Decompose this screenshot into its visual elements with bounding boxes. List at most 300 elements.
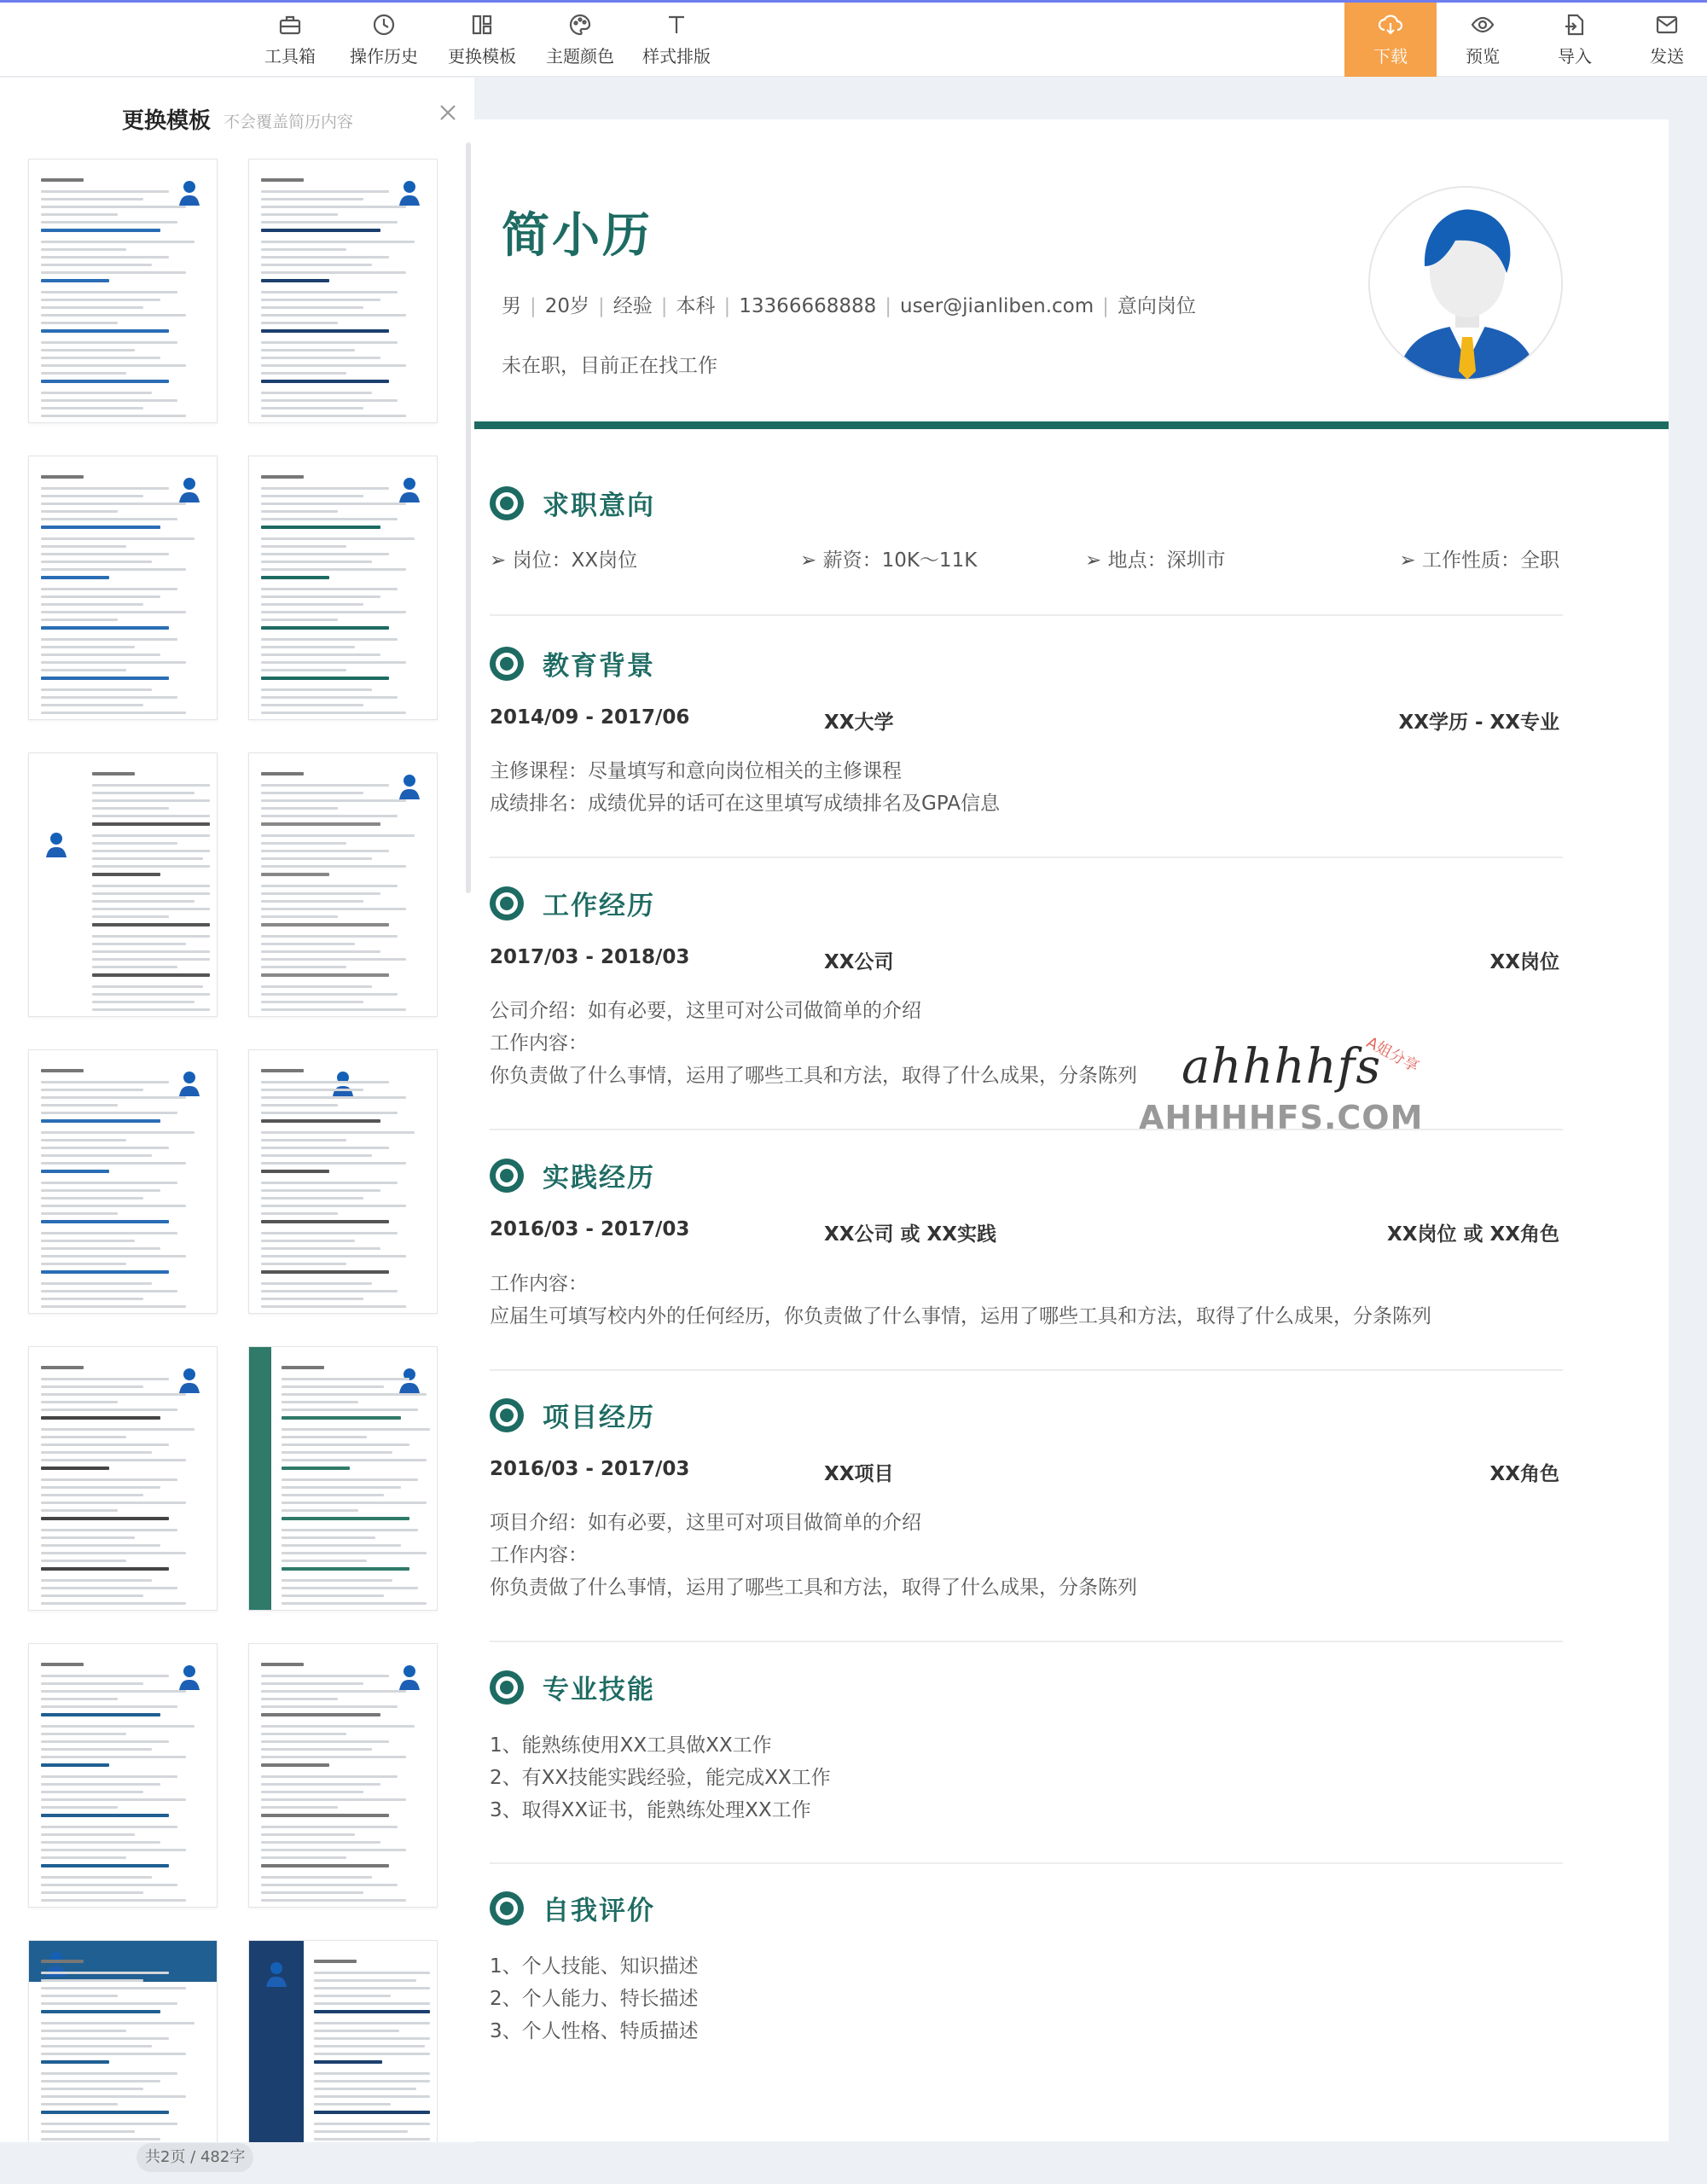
thumbnail-text-line <box>282 1544 401 1547</box>
self-line[interactable]: 2、个人能力、特长描述 <box>490 1988 699 2010</box>
skill-line[interactable]: 3、取得XX证书，能熟练处理XX工作 <box>490 1799 811 1821</box>
thumbnail-text-line <box>261 495 363 497</box>
import-icon <box>1562 12 1588 38</box>
thumbnail-text-line <box>41 677 169 680</box>
thumbnail-text-line <box>92 935 210 938</box>
thumbnail-text-line <box>282 1587 418 1589</box>
thumbnail-text-line <box>41 1876 152 1879</box>
practice-date[interactable]: 2016/03 - 2017/03 <box>490 1218 690 1240</box>
section-title-education[interactable]: 教育背景 <box>543 651 655 682</box>
info-item[interactable]: 男 <box>502 295 521 317</box>
skill-line[interactable]: 1、能熟练使用XX工具做XX工作 <box>490 1734 772 1757</box>
thumbnail-text-line <box>261 1806 338 1809</box>
thumbnail-text-line <box>282 1416 401 1420</box>
thumbnail-text-line <box>41 1979 143 1982</box>
thumbnail-text-line <box>261 1783 380 1786</box>
thumbnail-text-line <box>261 595 380 598</box>
thumbnail-text-line <box>261 1182 398 1184</box>
thumbnail-text-line <box>41 661 186 664</box>
intent-type[interactable]: ➢ 工作性质：全职 <box>1399 549 1559 572</box>
thumbnail-text-line <box>41 487 169 490</box>
thumbnail-text-line <box>314 2022 430 2024</box>
thumbnail-text-line <box>261 1282 372 1285</box>
thumbnail-text-line <box>41 1502 186 1504</box>
thumbnail-text-line <box>41 545 126 548</box>
thumbnail-text-line <box>261 1096 406 1099</box>
thumbnail-text-line <box>261 1290 398 1292</box>
thumbnail-text-line <box>92 993 210 996</box>
thumbnail-text-line <box>41 2037 169 2040</box>
avatar[interactable] <box>1368 186 1563 380</box>
thumbnail-text-line <box>41 553 169 555</box>
thumbnail-text-line <box>41 2072 177 2075</box>
thumbnail-text-line <box>282 1443 409 1446</box>
thumbnail-text-line <box>261 1270 389 1274</box>
thumbnail-text-line <box>261 415 406 417</box>
info-item[interactable]: 本科 <box>676 295 716 317</box>
thumbnail-avatar-icon <box>44 830 68 857</box>
thumbnail-text-line <box>41 537 195 540</box>
clock-icon <box>371 12 397 38</box>
section-bullet-icon <box>490 486 524 520</box>
project-line[interactable]: 你负责做了什么事情，运用了哪些工具和方法，取得了什么成果，分条陈列 <box>490 1577 1137 1599</box>
thumbnail-text-line <box>92 865 210 868</box>
thumbnail-text-line <box>41 364 186 367</box>
thumbnail-text-line <box>92 792 195 794</box>
thumbnail-text-line <box>41 1663 84 1666</box>
thumbnail-text-line <box>41 1282 152 1285</box>
thumbnail-text-line <box>41 213 118 216</box>
self-line[interactable]: 3、个人性格、特质描述 <box>490 2020 699 2042</box>
import-button[interactable]: 导入 <box>1542 3 1607 77</box>
info-separator: | <box>885 295 891 317</box>
thumbnail-text-line <box>92 958 210 961</box>
header-accent-line <box>474 421 1669 429</box>
thumbnail-text-line <box>41 1409 177 1411</box>
template-thumbnail[interactable] <box>28 1643 218 1908</box>
thumbnail-text-line <box>92 807 169 810</box>
thumbnail-avatar-icon <box>177 178 201 206</box>
thumbnail-text-line <box>41 1220 169 1223</box>
template-grid <box>28 159 438 2142</box>
panel-scrollbar[interactable] <box>466 142 471 893</box>
thumbnail-text-line <box>261 1119 380 1123</box>
education-degree[interactable]: XX学历 - XX专业 <box>1398 712 1559 734</box>
thumbnail-text-line <box>261 1891 363 1894</box>
style-layout-button[interactable]: 样式排版 <box>638 3 715 77</box>
template-thumbnail[interactable] <box>248 1940 438 2142</box>
thumbnail-text-line <box>41 1081 169 1083</box>
template-thumbnail[interactable] <box>248 752 438 1017</box>
template-thumbnail[interactable] <box>28 159 218 423</box>
project-date[interactable]: 2016/03 - 2017/03 <box>490 1458 690 1480</box>
thumbnail-text-line <box>314 2095 430 2098</box>
resume-status[interactable]: 未在职，目前正在找工作 <box>502 355 717 377</box>
thumbnail-text-line <box>261 653 380 656</box>
thumbnail-text-line <box>41 322 118 324</box>
thumbnail-text-line <box>261 322 338 324</box>
thumbnail-text-line <box>41 2060 109 2064</box>
thumbnail-text-line <box>41 475 84 479</box>
thumbnail-text-line <box>41 1139 126 1141</box>
thumbnail-text-line <box>261 661 406 664</box>
thumbnail-text-line <box>261 834 415 837</box>
thumbnail-text-line <box>41 1775 177 1778</box>
thumbnail-text-line <box>41 1428 195 1431</box>
thumbnail-text-line <box>314 2002 430 2005</box>
thumbnail-text-line <box>41 1069 84 1072</box>
practice-role[interactable]: XX岗位 或 XX角色 <box>1387 1223 1559 1246</box>
thumbnail-text-line <box>41 1783 160 1786</box>
work-line[interactable]: 工作内容： <box>490 1032 588 1054</box>
thumbnail-text-line <box>261 526 380 529</box>
thumbnail-text-line <box>41 518 177 520</box>
thumbnail-text-line <box>41 271 186 274</box>
thumbnail-text-line <box>261 392 372 394</box>
thumbnail-text-line <box>41 1884 177 1886</box>
thumbnail-text-line <box>261 822 380 826</box>
watermark-tag: A姐分享 <box>1363 1033 1422 1077</box>
thumbnail-text-line <box>314 2045 425 2048</box>
thumbnail-text-line <box>261 279 329 282</box>
thumbnail-text-line <box>41 1856 126 1859</box>
thumbnail-text-line <box>282 1509 358 1512</box>
thumbnail-text-line <box>41 2103 118 2106</box>
thumbnail-text-line <box>41 611 186 613</box>
section-title-skills[interactable]: 专业技能 <box>543 1675 655 1705</box>
thumbnail-text-line <box>282 1494 384 1496</box>
thumbnail-text-line <box>41 595 160 598</box>
thumbnail-text-line <box>314 2130 408 2133</box>
thumbnail-text-line <box>41 1162 186 1165</box>
work-line[interactable]: 公司介绍：如有必要，这里可对公司做简单的介绍 <box>490 1000 921 1022</box>
info-item[interactable]: user@jianliben.com <box>900 295 1094 317</box>
thumbnail-text-line <box>261 206 406 208</box>
thumbnail-text-line <box>261 1263 346 1265</box>
practice-line[interactable]: 工作内容： <box>490 1273 588 1295</box>
thumbnail-text-line <box>261 229 380 232</box>
thumbnail-text-line <box>261 603 363 606</box>
thumbnail-text-line <box>41 349 135 351</box>
thumbnail-avatar-icon <box>398 178 421 206</box>
thumbnail-text-line <box>261 1154 372 1157</box>
resume-name[interactable]: 简小历 <box>502 208 653 264</box>
thumbnail-text-line <box>314 2080 430 2082</box>
thumbnail-text-line <box>261 943 355 945</box>
thumbnail-text-line <box>41 1529 177 1531</box>
thumbnail-text-line <box>41 1536 135 1539</box>
thumbnail-text-line <box>41 1567 169 1571</box>
thumbnail-text-line <box>261 364 406 367</box>
thumbnail-text-line <box>41 256 169 258</box>
work-position[interactable]: XX岗位 <box>1489 951 1559 973</box>
resume-basic-info[interactable] <box>502 290 1196 318</box>
thumbnail-text-line <box>282 1602 427 1605</box>
thumbnail-text-line <box>41 1517 169 1520</box>
thumbnail-text-line <box>314 2053 430 2055</box>
thumbnail-text-line <box>261 1205 406 1207</box>
history-button[interactable]: 操作历史 <box>345 3 422 77</box>
thumbnail-text-line <box>261 712 406 714</box>
thumbnail-text-line <box>41 2010 160 2013</box>
intent-location[interactable]: ➢ 地点：深圳市 <box>1085 549 1226 572</box>
thumbnail-text-line <box>261 306 363 309</box>
section-title-project[interactable]: 项目经历 <box>543 1403 655 1433</box>
template-thumbnail[interactable] <box>28 752 218 1017</box>
template-thumbnail[interactable] <box>248 1346 438 1611</box>
toolbox-button[interactable]: 工具箱 <box>256 3 324 77</box>
thumbnail-text-line <box>261 576 329 579</box>
template-thumbnail[interactable] <box>248 159 438 423</box>
thumbnail-text-line <box>282 1478 418 1481</box>
thumbnail-text-line <box>314 2072 430 2075</box>
thumbnail-text-line <box>261 561 372 563</box>
thumbnail-text-line <box>92 822 210 826</box>
thumbnail-text-line <box>282 1502 427 1504</box>
thumbnail-text-line <box>41 341 177 344</box>
template-icon <box>469 12 495 38</box>
thumbnail-text-line <box>41 619 118 621</box>
self-line[interactable]: 1、个人技能、知识描述 <box>490 1955 699 1978</box>
thumbnail-text-line <box>41 372 126 375</box>
thumbnail-text-line <box>261 1899 406 1902</box>
thumbnail-text-line <box>41 1682 143 1685</box>
thumbnail-text-line <box>41 1298 143 1300</box>
send-button[interactable]: 发送 <box>1634 3 1699 77</box>
thumbnail-text-line <box>261 1298 363 1300</box>
avatar-illustration-icon <box>1370 188 1563 380</box>
resume-page[interactable] <box>474 119 1669 2141</box>
info-separator: | <box>660 295 668 317</box>
thumbnail-text-line <box>261 502 406 505</box>
thumbnail-text-line <box>261 908 406 910</box>
thumbnail-text-line <box>282 1594 384 1597</box>
thumbnail-text-line <box>41 1416 160 1420</box>
thumbnail-text-line <box>261 1162 406 1165</box>
education-date[interactable]: 2014/09 - 2017/06 <box>490 706 690 729</box>
info-item[interactable]: 20岁 <box>544 295 590 317</box>
skill-line[interactable]: 2、有XX技能实践经验，能完成XX工作 <box>490 1767 831 1789</box>
text-icon <box>664 12 689 38</box>
thumbnail-text-line <box>41 1290 177 1292</box>
thumbnail-avatar-icon <box>177 1663 201 1690</box>
thumbnail-text-line <box>261 1748 372 1751</box>
thumbnail-text-line <box>41 1899 186 1902</box>
thumbnail-text-line <box>261 299 380 301</box>
template-panel <box>0 78 474 2142</box>
thumbnail-text-line <box>282 1459 427 1461</box>
thumbnail-text-line <box>41 1112 177 1114</box>
thumbnail-avatar-icon <box>398 475 421 502</box>
work-company[interactable]: XX公司 <box>824 951 894 973</box>
thumbnail-text-line <box>282 1552 427 1554</box>
thumbnail-text-line <box>92 873 160 876</box>
thumbnail-text-line <box>92 908 210 910</box>
thumbnail-text-line <box>282 1451 392 1454</box>
info-item[interactable]: 意向岗位 <box>1117 295 1196 317</box>
thumbnail-text-line <box>261 985 372 988</box>
download-button[interactable]: 下载 <box>1344 3 1437 77</box>
thumbnail-text-line <box>41 2030 126 2032</box>
template-thumbnail[interactable] <box>248 1643 438 1908</box>
project-name[interactable]: XX项目 <box>824 1463 894 1485</box>
thumbnail-text-line <box>261 1884 398 1886</box>
thumbnail-text-line <box>41 1089 143 1091</box>
thumbnail-text-line <box>41 198 143 200</box>
thumbnail-text-line <box>261 1775 398 1778</box>
thumbnail-text-line <box>92 834 210 837</box>
info-separator: | <box>598 295 605 317</box>
thumbnail-text-line <box>261 475 304 479</box>
thumbnail-text-line <box>261 669 346 671</box>
section-title-work[interactable]: 工作经历 <box>543 891 655 921</box>
thumbnail-text-line <box>261 1212 338 1215</box>
thumbnail-text-line <box>261 973 389 977</box>
thumbnail-avatar-icon <box>177 1366 201 1393</box>
thumbnail-text-line <box>314 2088 416 2090</box>
thumbnail-text-line <box>41 248 126 251</box>
thumbnail-avatar-icon <box>398 772 421 799</box>
thumbnail-text-line <box>41 1705 177 1708</box>
thumbnail-text-line <box>41 1096 186 1099</box>
education-school[interactable]: XX大学 <box>824 712 894 734</box>
thumbnail-text-line <box>261 1197 363 1199</box>
change-template-button[interactable]: 更换模板 <box>444 3 520 77</box>
thumbnail-text-line <box>92 842 177 845</box>
thumbnail-text-line <box>261 568 406 571</box>
thumbnail-text-line <box>282 1393 427 1396</box>
thumbnail-text-line <box>41 1560 126 1562</box>
thumbnail-text-line <box>41 1587 177 1589</box>
thumbnail-text-line <box>261 1725 415 1728</box>
toolbox-icon <box>277 12 303 38</box>
thumbnail-text-line <box>41 1713 160 1716</box>
thumbnail-text-line <box>282 1409 418 1411</box>
thumbnail-text-line <box>282 1536 375 1539</box>
thumbnail-text-line <box>261 842 346 845</box>
thumbnail-text-line <box>41 2053 186 2055</box>
template-thumbnail[interactable] <box>28 456 218 720</box>
thumbnail-text-line <box>314 1960 357 1963</box>
thumbnail-text-line <box>41 526 160 529</box>
project-line[interactable]: 工作内容： <box>490 1544 588 1566</box>
intent-position[interactable]: ➢ 岗位：XX岗位 <box>490 549 638 572</box>
thumbnail-text-line <box>261 1864 389 1867</box>
panel-title: 更换模板 <box>122 108 212 134</box>
thumbnail-text-line <box>314 1979 416 1982</box>
top-toolbar <box>0 0 1707 77</box>
watermark-script: ahhhhfs <box>1182 1039 1382 1095</box>
section-title-self[interactable]: 自我评价 <box>543 1896 655 1926</box>
thumbnail-text-line <box>261 923 389 926</box>
intent-salary[interactable]: ➢ 薪资：10K～11K <box>800 549 978 572</box>
thumbnail-text-line <box>261 885 398 887</box>
thumbnail-text-line <box>261 1756 406 1758</box>
thumbnail-text-line <box>261 1131 415 1134</box>
thumbnail-text-line <box>282 1579 392 1582</box>
work-line[interactable]: 你负责做了什么事情，运用了哪些工具和方法，取得了什么成果，分条陈列 <box>490 1065 1137 1087</box>
work-date[interactable]: 2017/03 - 2018/03 <box>490 946 690 968</box>
thumbnail-text-line <box>261 688 372 691</box>
template-thumbnail[interactable] <box>28 1940 218 2142</box>
thumbnail-text-line <box>41 206 186 208</box>
thumbnail-text-line <box>261 1876 372 1879</box>
thumbnail-text-line <box>41 712 186 714</box>
thumbnail-text-line <box>261 792 363 794</box>
close-icon <box>435 100 461 125</box>
panel-header <box>0 78 474 156</box>
thumbnail-text-line <box>261 198 363 200</box>
thumbnail-text-line <box>261 1247 380 1250</box>
thumbnail-sidebar <box>249 1347 271 1611</box>
project-role[interactable]: XX角色 <box>1489 1463 1559 1485</box>
thumbnail-text-line <box>261 341 398 344</box>
template-thumbnail[interactable] <box>248 1049 438 1314</box>
thumbnail-text-line <box>261 857 372 860</box>
thumbnail-text-line <box>41 2022 195 2024</box>
thumbnail-text-line <box>261 357 380 359</box>
info-item[interactable]: 13366668888 <box>739 295 877 317</box>
thumbnail-text-line <box>261 1081 389 1083</box>
thumbnail-text-line <box>282 1467 350 1470</box>
thumbnail-text-line <box>261 487 389 490</box>
thumbnail-text-line <box>282 1486 401 1489</box>
thumbnail-text-line <box>282 1517 409 1520</box>
thumbnail-text-line <box>314 2030 399 2032</box>
template-thumbnail[interactable] <box>28 1346 218 1611</box>
thumbnail-text-line <box>314 2060 382 2064</box>
thumbnail-text-line <box>41 696 177 699</box>
thumbnail-text-line <box>41 588 177 590</box>
project-line[interactable]: 项目介绍：如有必要，这里可对项目做简单的介绍 <box>490 1512 921 1534</box>
thumbnail-text-line <box>41 1467 109 1470</box>
thumbnail-text-line <box>41 415 186 417</box>
section-divider <box>490 1369 1563 1371</box>
thumbnail-avatar-icon <box>177 1069 201 1096</box>
template-thumbnail[interactable] <box>248 456 438 720</box>
close-panel-button[interactable] <box>435 100 461 125</box>
section-divider <box>490 857 1563 858</box>
thumbnail-text-line <box>41 1131 195 1134</box>
preview-button[interactable]: 预览 <box>1450 3 1515 77</box>
thumbnail-text-line <box>261 372 346 375</box>
thumbnail-text-line <box>261 704 363 706</box>
thumbnail-text-line <box>92 973 210 977</box>
thumbnail-text-line <box>41 653 160 656</box>
section-title-intent[interactable]: 求职意向 <box>543 491 655 521</box>
thumbnail-text-line <box>261 407 363 410</box>
section-title-practice[interactable]: 实践经历 <box>543 1163 655 1194</box>
thumbnail-text-line <box>41 1478 177 1481</box>
section-bullet-icon <box>490 647 524 681</box>
template-thumbnail[interactable] <box>28 1049 218 1314</box>
info-item[interactable]: 经验 <box>613 295 653 317</box>
thumbnail-text-line <box>261 958 406 961</box>
thumbnail-text-line <box>92 799 210 802</box>
education-line[interactable]: 成绩排名：成绩优异的话可在这里填写成绩排名及GPA信息 <box>490 793 1000 815</box>
thumbnail-text-line <box>41 1270 169 1274</box>
thumbnail-text-line <box>41 1147 169 1149</box>
theme-color-button[interactable]: 主题颜色 <box>542 3 618 77</box>
thumbnail-text-line <box>261 915 338 918</box>
practice-org[interactable]: XX公司 或 XX实践 <box>824 1223 996 1246</box>
practice-line[interactable]: 应届生可填写校内外的任何经历，你负责做了什么事情，运用了哪些工具和方法，取得了什么成果，分条陈列 <box>490 1305 1431 1327</box>
thumbnail-text-line <box>261 966 346 968</box>
education-line[interactable]: 主修课程：尽量填写和意向岗位相关的主修课程 <box>490 760 902 782</box>
thumbnail-text-line <box>261 248 346 251</box>
thumbnail-text-line <box>261 772 304 775</box>
thumbnail-text-line <box>41 2123 177 2125</box>
